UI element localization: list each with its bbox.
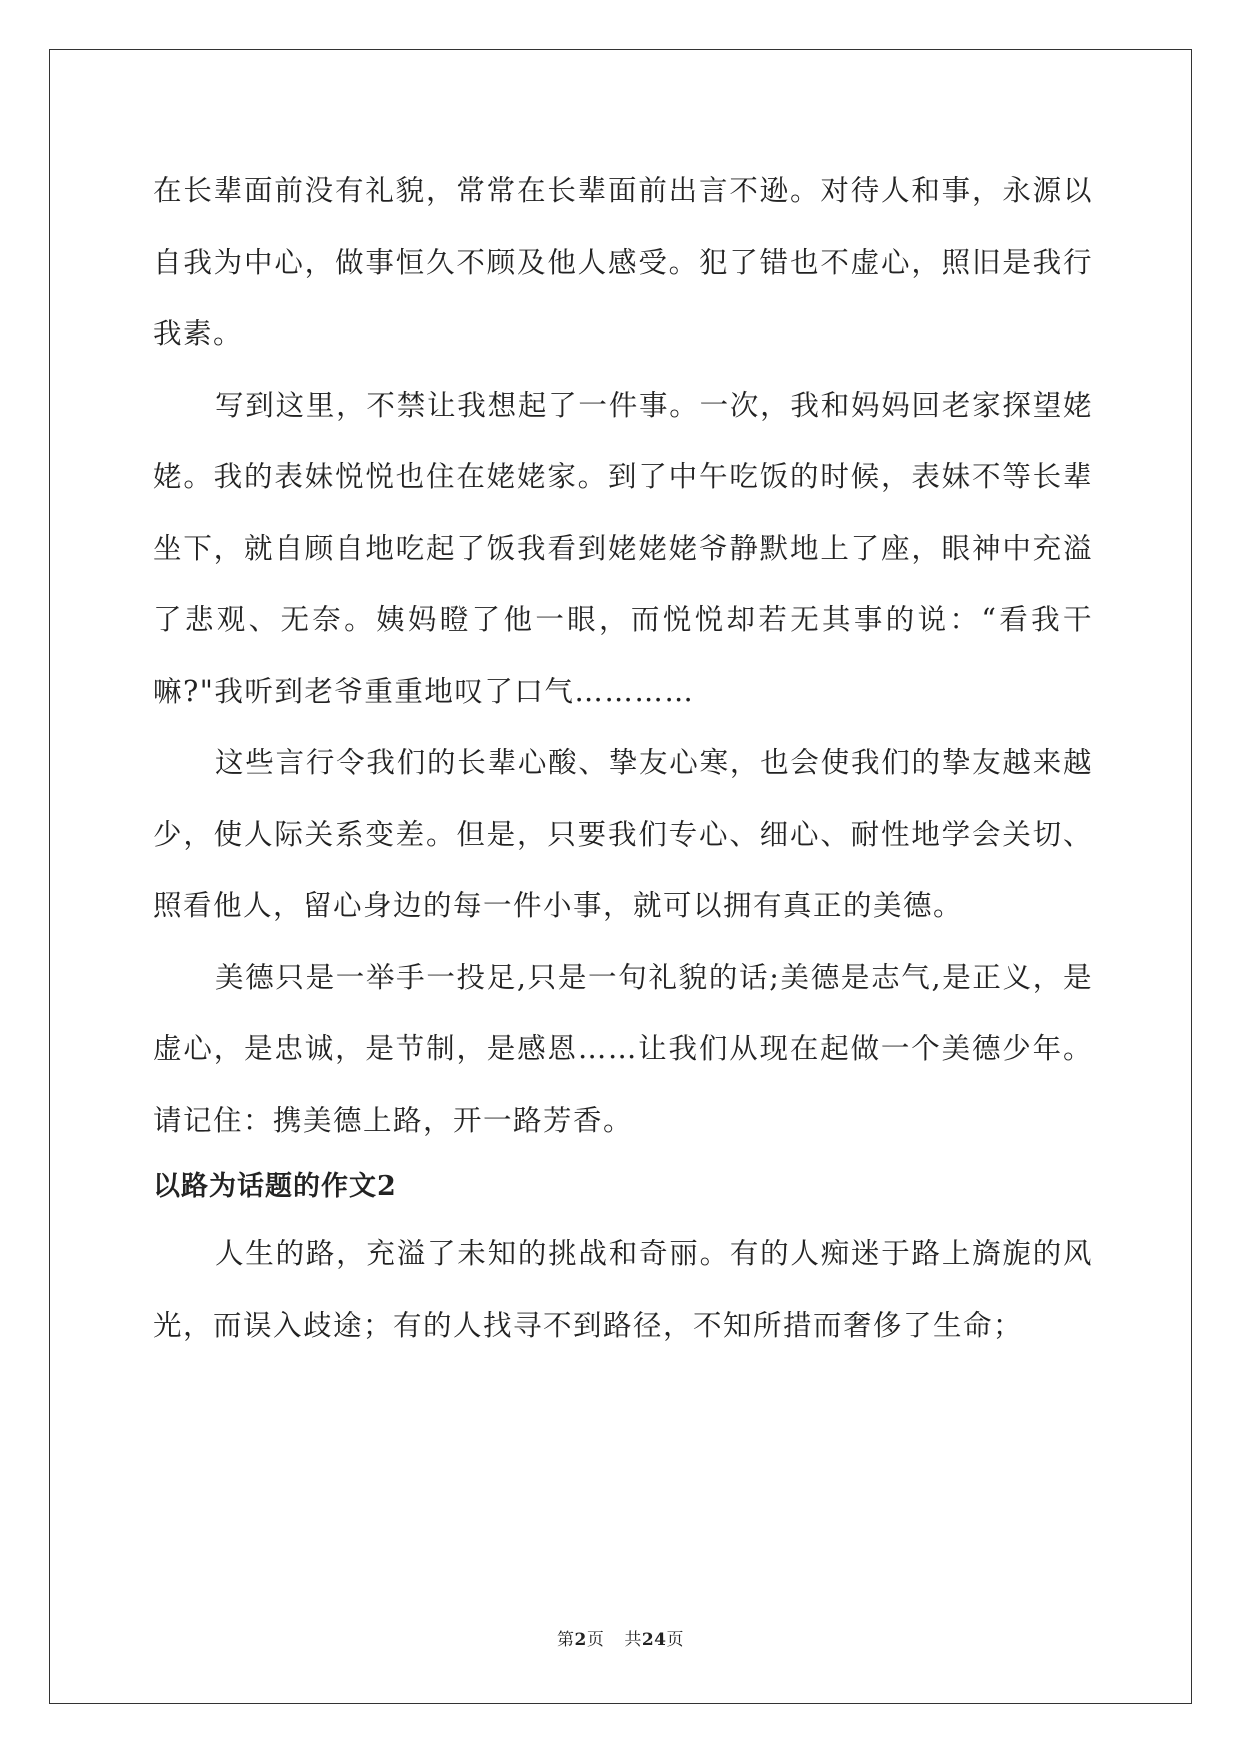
section-heading: 以路为话题的作文2 xyxy=(153,1171,397,1202)
paragraph-3: 这些言行令我们的长辈心酸、挚友心寒，也会使我们的挚友越来越少，使人际关系变差。但是，只要我们专心、细心、耐性地学会关切、照看他人，留心身边的每一件小事，就可以拥有真正的美德。 xyxy=(153,746,1093,922)
footer-page-suffix: 页 xyxy=(586,1630,605,1650)
footer-total-pages: 24 xyxy=(641,1630,667,1650)
page-footer xyxy=(0,1625,1241,1650)
footer-total-prefix: 共 xyxy=(624,1630,642,1650)
paragraph-1: 在长辈面前没有礼貌，常常在长辈面前出言不逊。对待人和事，永源以自我为中心，做事恒久不顾及他人感受。犯了错也不虚心，照旧是我行我素。 xyxy=(153,174,1093,350)
paragraph-5: 人生的路，充溢了未知的挑战和奇丽。有的人痴迷于路上旖旎的风光，而误入歧途；有的人找寻不到路径，不知所措而奢侈了生命； xyxy=(153,1237,1093,1342)
document-body xyxy=(153,155,1093,1361)
paragraph-4: 美德只是一举手一投足,只是一句礼貌的话;美德是志气,是正义，是虚心，是忠诚，是节制，是感恩……让我们从现在起做一个美德少年。请记住：携美德上路，开一路芳香。 xyxy=(153,960,1093,1137)
footer-page-number: 2 xyxy=(574,1630,587,1650)
footer-prefix: 第 xyxy=(556,1630,575,1650)
paragraph-2: 写到这里，不禁让我想起了一件事。一次，我和妈妈回老家探望姥姥。我的表妹悦悦也住在姥姥家。到了中午吃饭的时候，表妹不等长辈坐下，就自顾自地吃起了饭我看到姥姥姥爷静默地上了座，眼神中充溢了悲观、无奈。姨妈瞪了他一眼，而悦悦却若无其事的说：“看我干嘛?"我听到老爷重重地叹了口气………… xyxy=(153,388,1093,708)
footer-total-suffix: 页 xyxy=(666,1630,684,1650)
